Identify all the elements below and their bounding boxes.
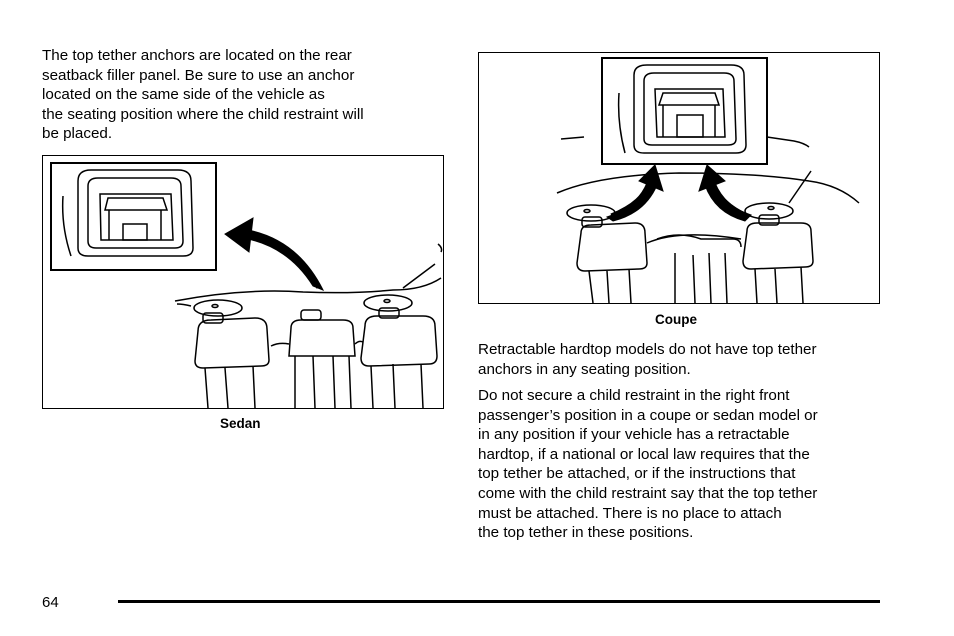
text-line: come with the child restraint say that the top tether [478, 484, 818, 502]
sedan-illustration [42, 155, 444, 409]
text-line: anchors in any seating position. [478, 360, 691, 378]
text-line: The top tether anchors are located on the rear [42, 47, 352, 64]
text-line: must be attached. There is no place to attach [478, 504, 782, 522]
page-number: 64 [42, 594, 59, 611]
text-line: the seating position where the child restraint will [42, 105, 364, 123]
text-line: passenger’s position in a coupe or sedan model or [478, 406, 818, 424]
intro-paragraph [42, 46, 437, 144]
restraint-warning-paragraph [478, 386, 888, 543]
text-line: Do not secure a child restraint in the right front [478, 387, 790, 404]
text-line: the top tether in these positions. [478, 524, 694, 542]
coupe-illustration [478, 52, 880, 304]
text-line: be placed. [42, 125, 113, 143]
anchor-closeup-inset [602, 58, 767, 164]
sedan-drawing [43, 156, 443, 408]
footer-rule [118, 600, 880, 603]
text-line: located on the same side of the vehicle as [42, 86, 325, 104]
coupe-drawing [479, 53, 879, 303]
coupe-caption: Coupe [655, 312, 697, 327]
sedan-caption: Sedan [220, 416, 261, 431]
text-line: hardtop, if a national or local law requires that the [478, 445, 810, 463]
text-line: in any position if your vehicle has a retractable [478, 426, 790, 444]
retractable-hardtop-paragraph [478, 340, 888, 379]
text-line: Retractable hardtop models do not have top tether [478, 341, 817, 358]
text-line: top tether be attached, or if the instructions that [478, 465, 796, 483]
text-line: seatback filler panel. Be sure to use an anchor [42, 66, 355, 84]
